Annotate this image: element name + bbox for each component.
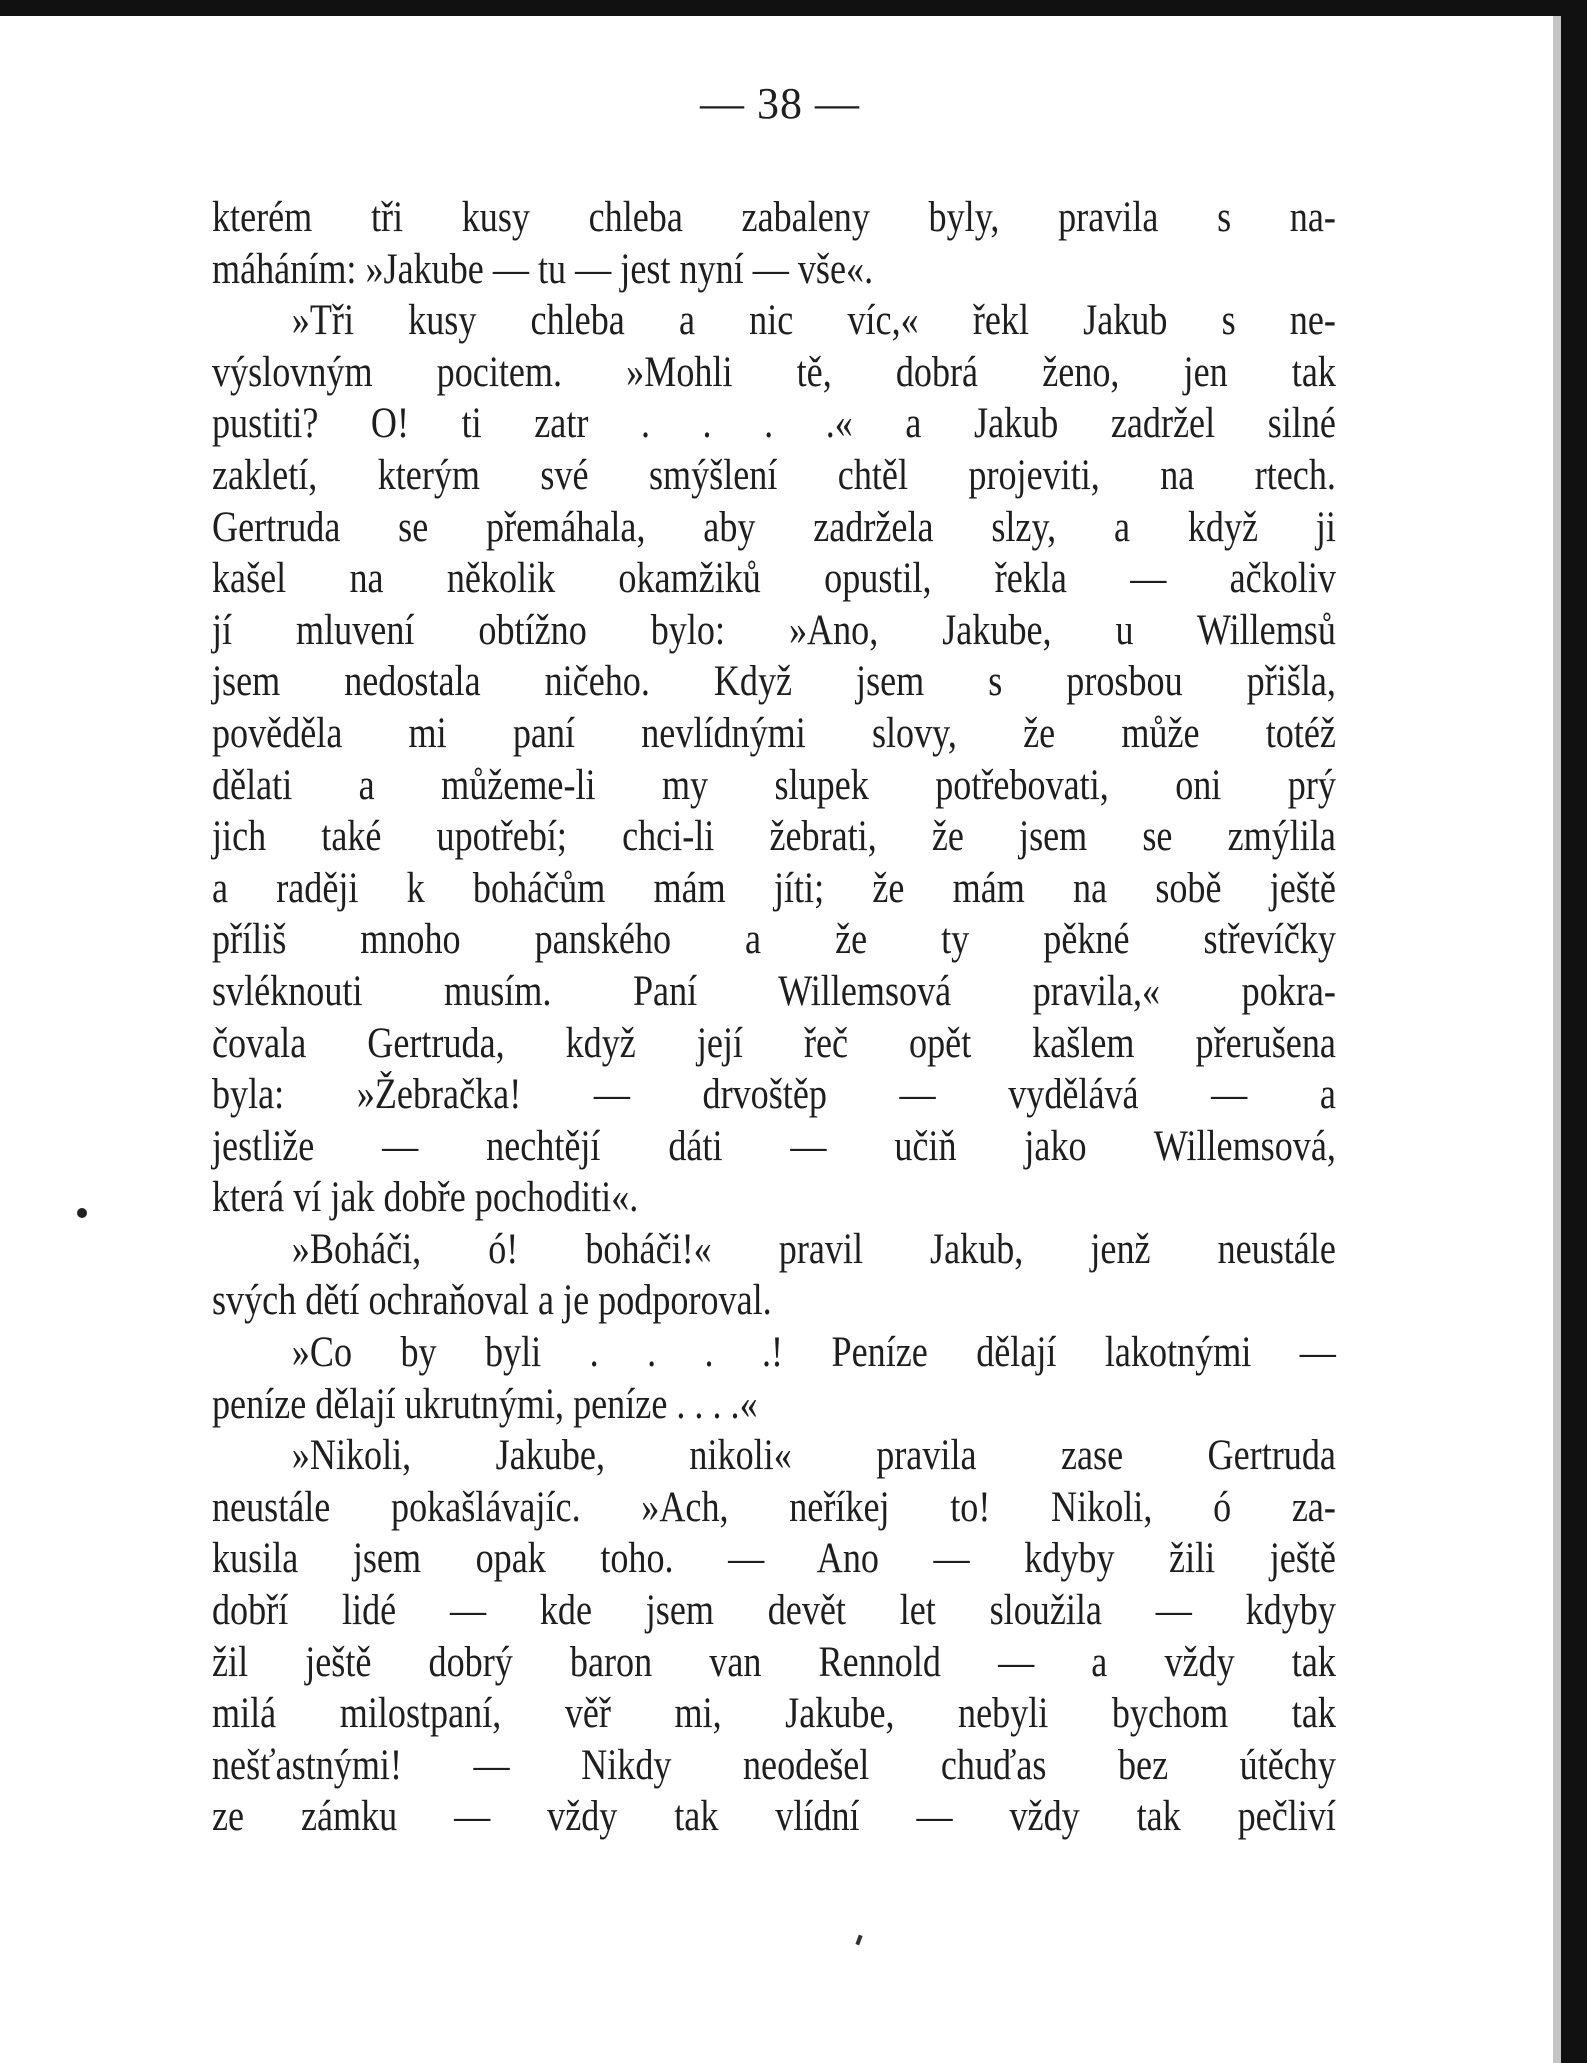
- text-line: jí mluvení obtížno bylo: »Ano, Jakube, u Willemsů: [212, 606, 1336, 654]
- text-line: máháním: »Jakube — tu — jest nyní — vše«.: [212, 245, 874, 293]
- text-line: »Tři kusy chleba a nic víc,« řekl Jakub s ne-: [291, 297, 1336, 345]
- scan-border-top: [0, 0, 1587, 16]
- text-line: jsem nedostala ničeho. Když jsem s prosbou přišla,: [212, 658, 1336, 706]
- text-line: čovala Gertruda, když její řeč opět kašlem přerušena: [212, 1019, 1336, 1067]
- page-gutter-shadow: [1553, 16, 1561, 2063]
- text-line: jestliže — nechtějí dáti — učiň jako Willemsová,: [212, 1122, 1336, 1170]
- text-line: peníze dělají ukrutnými, peníze . . . .«: [212, 1380, 758, 1428]
- text-line: dělati a můžeme-li my slupek potřebovati, oni prý: [212, 761, 1336, 809]
- text-line: milá milostpaní, věř mi, Jakube, nebyli bychom tak: [212, 1690, 1336, 1738]
- text-line: kterém tři kusy chleba zabaleny byly, pravila s na-: [212, 194, 1336, 241]
- scan-border-right: [1561, 0, 1587, 2063]
- ink-speck: [855, 1935, 862, 1946]
- text-line: žil ještě dobrý baron van Rennold — a vždy tak: [212, 1638, 1336, 1686]
- text-line: pustiti? O! ti zatr . . . .« a Jakub zadržel silné: [212, 400, 1336, 448]
- body-text: [212, 192, 1336, 1843]
- text-line: svých dětí ochraňoval a je podporoval.: [212, 1277, 772, 1325]
- text-line: výslovným pocitem. »Mohli tě, dobrá ženo, jen tak: [212, 348, 1336, 396]
- text-line: neustále pokašlávajíc. »Ach, neříkej to! Nikoli, ó za-: [212, 1483, 1336, 1531]
- text-line: kusila jsem opak toho. — Ano — kdyby žili ještě: [212, 1535, 1336, 1583]
- text-line: kašel na několik okamžiků opustil, řekla — ačkoliv: [212, 555, 1336, 603]
- ink-speck: [77, 1208, 87, 1218]
- text-line: »Co by byli . . . .! Peníze dělají lakotnými —: [291, 1329, 1336, 1377]
- text-line: pověděla mi paní nevlídnými slovy, že může totéž: [212, 709, 1336, 757]
- text-line: která ví jak dobře pochoditi«.: [212, 1174, 639, 1222]
- text-line: příliš mnoho panského a že ty pěkné střevíčky: [212, 916, 1336, 964]
- text-line: dobří lidé — kde jsem devět let sloužila — kdyby: [212, 1587, 1336, 1635]
- text-line: a raději k boháčům mám jíti; že mám na sobě ještě: [212, 864, 1336, 912]
- text-line: ze zámku — vždy tak vlídní — vždy tak pečliví: [212, 1793, 1336, 1841]
- text-line: jich také upotřebí; chci-li žebrati, že jsem se zmýlila: [212, 813, 1336, 861]
- text-line: »Boháči, ó! boháči!« pravil Jakub, jenž neustále: [291, 1225, 1336, 1273]
- text-line: nešťastnými! — Nikdy neodešel chuďas bez útěchy: [212, 1741, 1336, 1789]
- text-line: Gertruda se přemáhala, aby zadržela slzy, a když ji: [212, 503, 1336, 551]
- text-line: zakletí, kterým své smýšlení chtěl projeviti, na rtech.: [212, 451, 1336, 499]
- text-line: svléknouti musím. Paní Willemsová pravila,« pokra-: [212, 967, 1336, 1015]
- text-line: »Nikoli, Jakube, nikoli« pravila zase Gertruda: [291, 1432, 1336, 1480]
- page-number: — 38 —: [700, 79, 860, 128]
- text-line: byla: »Žebračka! — drvoštěp — vydělává — a: [212, 1071, 1336, 1119]
